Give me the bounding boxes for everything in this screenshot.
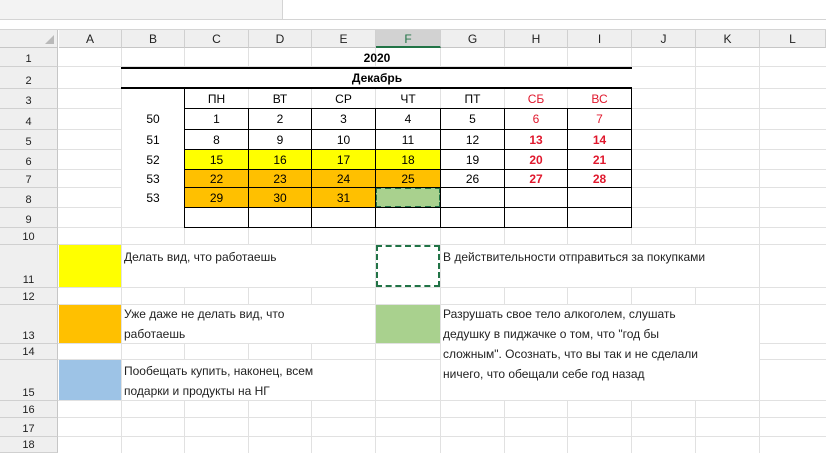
column-header-f[interactable]: F xyxy=(376,30,441,48)
column-header-c[interactable]: C xyxy=(185,30,249,48)
day-cell[interactable]: 8 xyxy=(213,132,220,147)
row-header-17[interactable]: 17 xyxy=(0,418,58,437)
legend-label-blue-line: подарки и продукты на НГ xyxy=(124,384,270,398)
row-header-11[interactable]: 11 xyxy=(0,245,58,288)
day-cell-weekend[interactable]: 6 xyxy=(532,112,540,126)
top-toolbar-strip xyxy=(0,0,826,30)
week-number: 52 xyxy=(146,152,160,167)
formula-bar[interactable] xyxy=(282,0,826,20)
day-cell[interactable]: 4 xyxy=(404,112,412,126)
legend-swatch-dashed xyxy=(376,245,440,287)
weekday-sat: СБ xyxy=(527,91,545,106)
column-header-b[interactable]: B xyxy=(122,30,185,48)
day-cell[interactable]: 24 xyxy=(336,171,351,186)
day-cell[interactable]: 1 xyxy=(213,112,220,126)
day-cell[interactable]: 2 xyxy=(276,112,284,126)
row-header-2[interactable]: 2 xyxy=(0,67,58,89)
column-header-h[interactable]: H xyxy=(505,30,568,48)
day-cell[interactable]: 10 xyxy=(336,132,351,147)
row-header-5[interactable]: 5 xyxy=(0,130,58,150)
legend-label-green-line: Разрушать свое тело алкоголем, слушать xyxy=(443,307,676,321)
week-number: 53 xyxy=(146,171,160,186)
legend-label-orange xyxy=(124,304,314,344)
legend-label-blue xyxy=(124,361,374,401)
select-all-corner[interactable] xyxy=(0,30,58,48)
row-header-6[interactable]: 6 xyxy=(0,150,58,170)
legend-label-orange-line: Уже даже не делать вид, что xyxy=(124,307,285,321)
column-header-j[interactable]: J xyxy=(632,30,696,48)
week-number: 53 xyxy=(146,190,160,205)
row-header-8[interactable]: 8 xyxy=(0,188,58,208)
day-cell[interactable]: 16 xyxy=(273,152,287,167)
row-header-7[interactable]: 7 xyxy=(0,170,58,188)
row-header-15[interactable]: 15 xyxy=(0,360,58,401)
day-cell[interactable]: 15 xyxy=(209,152,224,167)
day-cell-weekend[interactable]: 13 xyxy=(529,132,543,147)
day-cell[interactable]: 5 xyxy=(469,112,476,126)
column-header-e[interactable]: E xyxy=(312,30,376,48)
column-header-k[interactable]: K xyxy=(696,30,760,48)
row-header-3[interactable]: 3 xyxy=(0,89,58,109)
day-cell[interactable]: 26 xyxy=(465,171,480,186)
day-cell-weekend[interactable]: 14 xyxy=(592,132,607,147)
calendar-year: 2020 xyxy=(363,50,391,65)
column-header-a[interactable]: A xyxy=(59,30,122,48)
day-cell[interactable]: 29 xyxy=(209,190,224,205)
legend-label-yellow: Делать вид, что работаешь xyxy=(124,250,277,264)
row-header-1[interactable]: 1 xyxy=(0,48,58,67)
day-cell[interactable]: 25 xyxy=(401,171,415,186)
week-number: 50 xyxy=(146,112,160,126)
row-header-4[interactable]: 4 xyxy=(0,109,58,130)
day-cell[interactable]: 30 xyxy=(273,190,287,205)
column-header-g[interactable]: G xyxy=(441,30,505,48)
row-header-10[interactable]: 10 xyxy=(0,228,58,245)
column-header-i[interactable]: I xyxy=(568,30,632,48)
day-cell-weekend[interactable]: 21 xyxy=(592,152,607,167)
legend-label-blue-line: Пообещать купить, наконец, всем xyxy=(124,364,314,378)
row-header-16[interactable]: 16 xyxy=(0,401,58,418)
day-cell[interactable]: 18 xyxy=(401,152,415,167)
day-cell[interactable]: 31 xyxy=(336,190,351,205)
day-cell[interactable]: 11 xyxy=(401,132,415,147)
day-cell-weekend[interactable]: 28 xyxy=(592,171,607,186)
weekday-thu: ЧТ xyxy=(400,91,416,106)
ribbon-area xyxy=(0,0,282,20)
weekday-sun: ВС xyxy=(591,91,608,106)
weekday-wed: СР xyxy=(335,91,352,106)
weekday-mon: ПН xyxy=(207,91,226,106)
column-header-l[interactable]: L xyxy=(760,30,826,48)
day-cell-weekend[interactable]: 7 xyxy=(596,112,603,126)
day-cell[interactable]: 17 xyxy=(336,152,351,167)
weekday-fri: ПТ xyxy=(464,91,481,106)
row-header-14[interactable]: 14 xyxy=(0,344,58,360)
legend-label-dashed: В действительности отправиться за покупками xyxy=(443,250,706,264)
row-header-18[interactable]: 18 xyxy=(0,437,58,453)
day-cell[interactable]: 12 xyxy=(465,132,480,147)
day-cell[interactable]: 23 xyxy=(273,171,287,186)
legend-swatch-yellow xyxy=(59,245,121,287)
legend-label-orange-line: работаешь xyxy=(124,327,186,341)
day-cell-weekend[interactable]: 27 xyxy=(529,171,543,186)
legend-label-green-line: дедушку в пиджачке о том, что "год бы xyxy=(443,327,659,341)
legend-swatch-green xyxy=(376,305,440,343)
legend-label-green xyxy=(443,304,773,384)
row-header-9[interactable]: 9 xyxy=(0,208,58,228)
day-cell[interactable]: 22 xyxy=(209,171,224,186)
row-header-12[interactable]: 12 xyxy=(0,288,58,305)
legend-label-green-line: ничего, что обещали себе год назад xyxy=(443,367,645,381)
day-cell-weekend[interactable]: 20 xyxy=(529,152,543,167)
copy-marquee-selection xyxy=(375,187,441,208)
calendar-month: Декабрь xyxy=(351,71,403,85)
day-cell[interactable]: 19 xyxy=(465,152,480,167)
row-header-13[interactable]: 13 xyxy=(0,305,58,344)
legend-swatch-blue xyxy=(59,360,121,400)
column-header-d[interactable]: D xyxy=(249,30,312,48)
day-cell[interactable]: 3 xyxy=(340,112,347,126)
weekday-tue: ВТ xyxy=(272,91,288,106)
legend-swatch-orange xyxy=(59,305,121,343)
legend-label-green-line: сложным". Осознать, что вы так и не сделали xyxy=(443,347,698,361)
select-all-triangle-icon xyxy=(45,35,54,44)
day-cell[interactable]: 9 xyxy=(276,132,284,147)
week-number: 51 xyxy=(146,132,160,147)
